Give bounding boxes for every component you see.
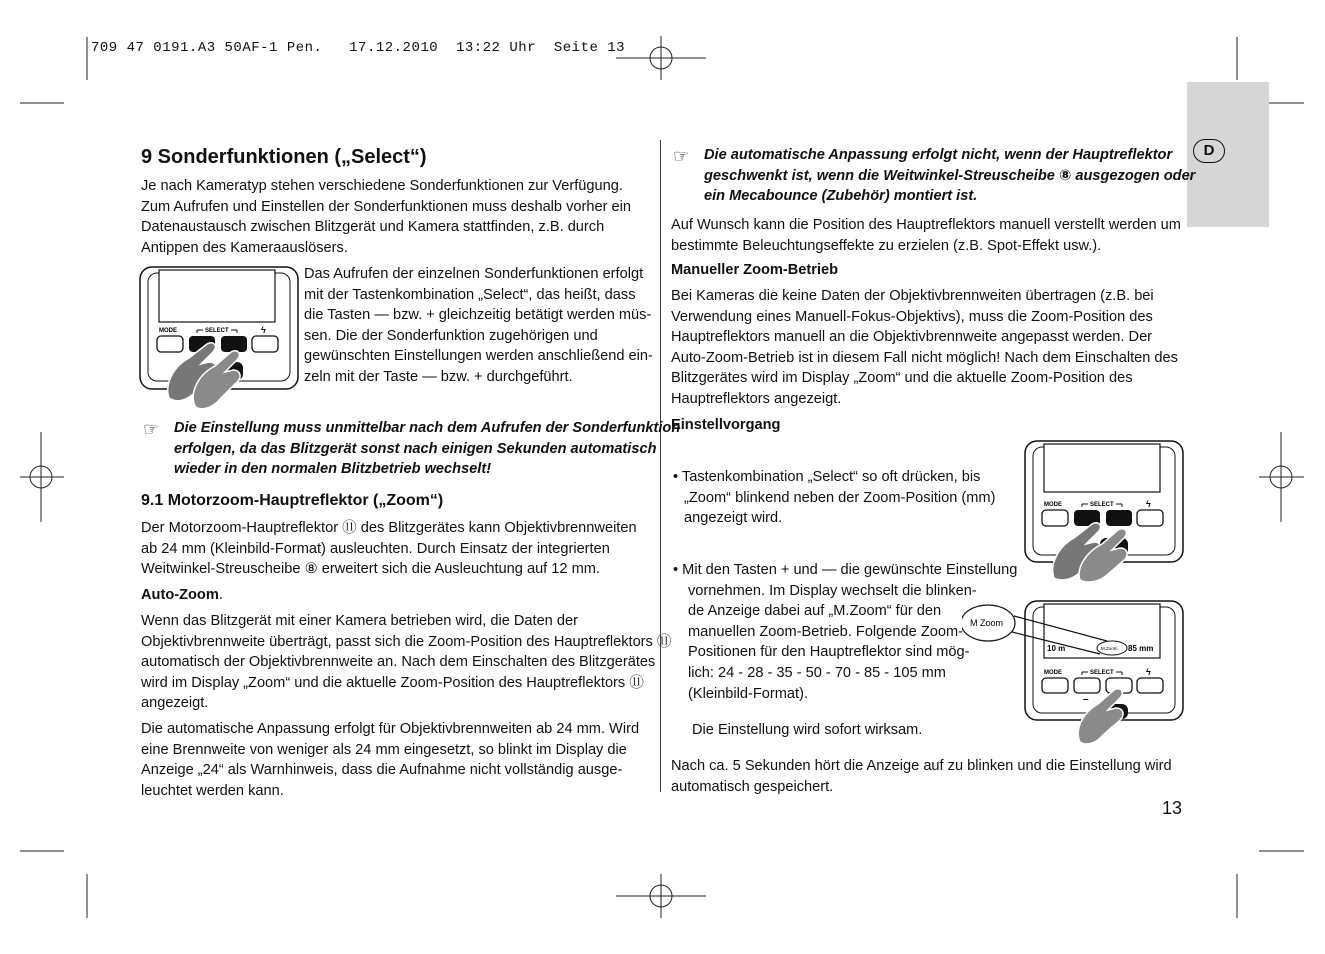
panel-mode-label: MODE	[159, 328, 177, 334]
panel-select-label: SELECT	[1090, 502, 1114, 508]
bullet-select: • Tastenkombination „Select“ so oft drücken, bis „Zoom“ blinkend neben der Zoom-Position (mm) angezeigt wird.	[673, 469, 996, 527]
language-badge: D	[1193, 139, 1225, 163]
display-distance: 10 m	[1047, 644, 1066, 653]
manual-heading: Manueller Zoom-Betrieb	[671, 262, 839, 278]
panel-bolt: ϟ	[1146, 499, 1151, 509]
pointing-hand-icon: ☞	[673, 146, 690, 166]
motorzoom-paragraph: Der Motorzoom-Hauptreflektor ⑪ des Blitzgerätes kann Objektivbrennweiten ab 24 mm (Kleinbild-Format) ausleuchten. Durch Einsatz der integrierten Weitwinkel-Streuscheibe ⑧ erweitert sich die Ausleuchtung auf 12 mm.	[141, 520, 637, 578]
manual-paragraph: Bei Kameras die keine Daten der Objektivbrennweiten übertragen (z.B. bei Verwendung eines Manuell-Fokus-Objektivs), muss die Zoom-Position des Hauptreflektors manuell an die Objektivbrennweite angepasst werden. Der Auto-Zoom-Betrieb ist in diesem Fall nicht möglich! Nach dem Einschalten des Blitzgerätes wird im Display „Zoom“ und die aktuelle Zoom-Position des Hauptreflektors angezeigt.	[671, 288, 1178, 407]
autozoom-heading: Auto-Zoom.	[141, 587, 223, 603]
panel-select-label: SELECT	[1090, 670, 1114, 676]
page-number: 13	[1162, 798, 1183, 818]
pointing-hand-icon: ☞	[143, 419, 160, 439]
panel-bolt: ϟ	[261, 325, 266, 335]
subsection-title: 9.1 Motorzoom-Hauptreflektor („Zoom“)	[141, 492, 444, 509]
select-paragraph: Das Aufrufen der einzelnen Sonderfunktionen erfolgt mit der Tastenkombination „Select“, das heißt, dass die Tasten — bzw. + gleichzeitig betätigt werden müs- sen. Die der Sonderfunktion zugehörigen und gewünschten Einstellungen werden anschließend ein- zeln mit der Taste — bzw. + durchgeführt.	[304, 266, 653, 385]
zoom-callout-label: M Zoom	[970, 618, 1004, 628]
manual-intro-paragraph: Auf Wunsch kann die Position des Hauptreflektors manuell verstellt werden um bestimmte Beleuchtungseffekte zu erzielen (z.B. Spot-Effekt usw.).	[671, 217, 1181, 254]
note-paragraph: Die automatische Anpassung erfolgt nicht, wenn der Hauptreflektor geschwenkt ist, wenn die Weitwinkel-Streuscheibe ⑧ ausgezogen oder ein Mecabounce (Zubehör) montiert ist.	[704, 147, 1196, 205]
warning-note: Die Einstellung muss unmittelbar nach dem Aufrufen der Sonderfunktion erfolgen, da das Blitzgerät sonst nach einigen Sekunden automatisch wieder in den normalen Blitzbetrieb wechselt!	[174, 420, 681, 478]
panel-minus: –	[1083, 694, 1089, 705]
print-slug: 709 47 0191.A3 50AF-1 Pen. 17.12.2010 13:22 Uhr Seite 13	[91, 40, 626, 56]
autozoom-paragraph: Wenn das Blitzgerät mit einer Kamera betrieben wird, die Daten der Objektivbrennweite überträgt, passt sich die Zoom-Position des Hauptreflektors ⑪ automatisch der Objektivbrennweite an. Nach dem Einschalten des Blitzgerätes wird im Display „Zoom“ und die aktuelle Zoom-Position des Hauptreflektors ⑪ angezeigt.	[141, 613, 672, 712]
intro-paragraph: Je nach Kameratyp stehen verschiedene Sonderfunktionen zur Verfügung. Zum Aufrufen und Einstellen der Sonderfunktionen muss deshalb vorher ein Datenaustausch zwischen Blitzgerät und Kamera stattfinden, z.B. durch Antippen des Kameraauslösers.	[141, 178, 631, 256]
panel-mode-label: MODE	[1044, 502, 1062, 508]
section-title: 9 Sonderfunktionen („Select“)	[141, 146, 427, 168]
closing-paragraph: Nach ca. 5 Sekunden hört die Anzeige auf zu blinken und die Einstellung wird automatisch gespeichert.	[671, 758, 1172, 795]
bullet-adjust: • Mit den Tasten + und — die gewünschte Einstellung vornehmen. Im Display wechselt die blinken- de Anzeige dabei auf „M.Zoom“ für den manuellen Zoom-Betrieb. Folgende Zoom- Positionen für den Hauptreflektor sind mög- lich: 24 - 28 - 35 - 50 - 70 - 85 - 105 mm (Kleinbild-Format).	[673, 562, 1018, 702]
flash-panel-zoom-illustration	[962, 598, 1186, 746]
flash-panel-illustration	[1024, 440, 1186, 582]
panel-select-label: SELECT	[205, 328, 229, 334]
panel-bolt: ϟ	[1146, 667, 1151, 677]
procedure-heading: Einstellvorgang	[671, 417, 781, 433]
display-zoom-mode: M.Zoom	[1101, 646, 1118, 651]
flash-panel-illustration	[139, 266, 301, 414]
display-focal-length: 85 mm	[1128, 644, 1154, 653]
autozoom-warning-paragraph: Die automatische Anpassung erfolgt für Objektivbrennweiten ab 24 mm. Wird eine Brennweite von weniger als 24 mm eingesetzt, so blinkt im Display die Anzeige „24“ als Warnhinweis, dass die Aufnahme nicht vollständig ausge- leuchtet werden kann.	[141, 721, 640, 799]
immediate-effect-text: Die Einstellung wird sofort wirksam.	[692, 722, 923, 738]
panel-mode-label: MODE	[1044, 670, 1062, 676]
